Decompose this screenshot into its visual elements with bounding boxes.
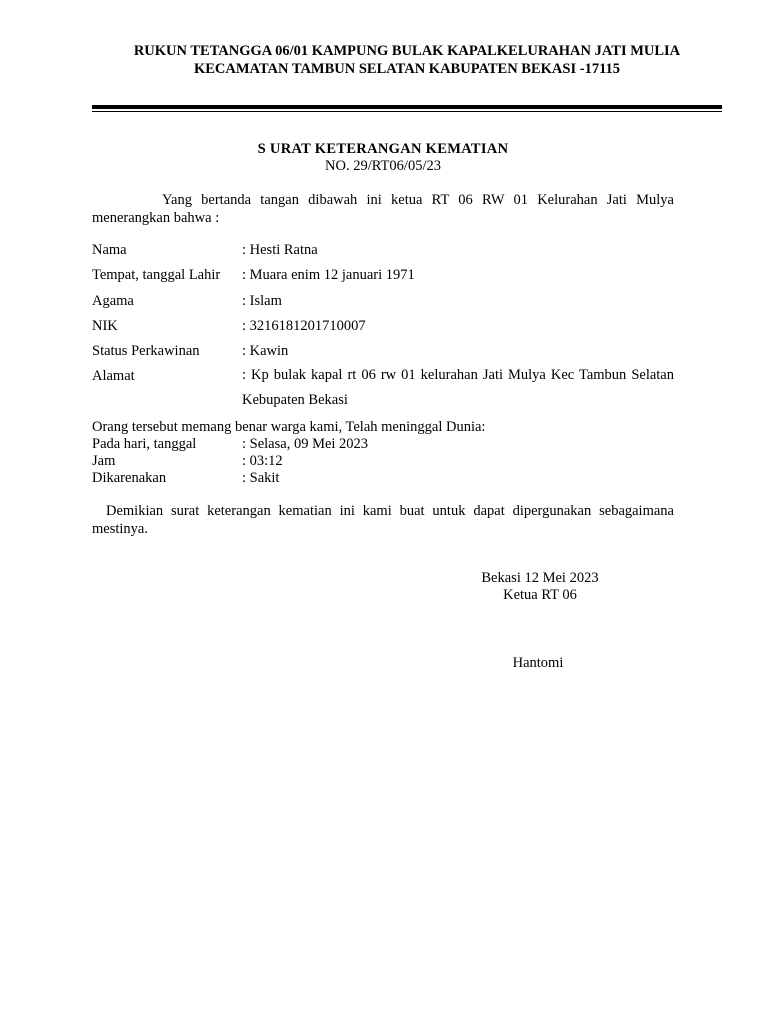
- field-value: : 03:12: [242, 453, 283, 469]
- field-value: : Islam: [242, 293, 282, 309]
- field-label: Pada hari, tanggal: [92, 436, 197, 452]
- field-label: Jam: [92, 453, 116, 469]
- signature-place-date: Bekasi 12 Mei 2023: [481, 570, 599, 586]
- field-label: Dikarenakan: [92, 470, 167, 486]
- field-label: NIK: [92, 318, 118, 334]
- field-label: Agama: [92, 293, 134, 309]
- field-value: : Hesti Ratna: [242, 242, 318, 258]
- letterhead-rule-thick: [92, 105, 722, 109]
- field-label: Status Perkawinan: [92, 343, 200, 359]
- field-value: : Sakit: [242, 470, 280, 486]
- letterhead-line-1: RUKUN TETANGGA 06/01 KAMPUNG BULAK KAPALKELURAHAN JATI MULIA: [133, 43, 681, 59]
- closing-paragraph: Demikian surat keterangan kematian ini kami buat untuk dapat dipergunakan sebagaimana mestinya.: [92, 503, 674, 537]
- field-label: Nama: [92, 242, 127, 258]
- field-label: Tempat, tanggal Lahir: [92, 267, 221, 283]
- signature-name: Hantomi: [512, 655, 564, 671]
- field-value: : Muara enim 12 januari 1971: [242, 267, 415, 283]
- intro-paragraph: Yang bertanda tangan dibawah ini ketua RT 06 RW 01 Kelurahan Jati Mulya menerangkan bahwa :: [92, 192, 674, 226]
- field-value: : 3216181201710007: [242, 318, 366, 334]
- field-value: : Kp bulak kapal rt 06 rw 01 kelurahan Jati Mulya Kec Tambun Selatan Kebupaten Bekasi: [242, 367, 674, 408]
- field-label: Alamat: [92, 368, 135, 384]
- letterhead-rule-thin: [92, 111, 722, 112]
- field-value: : Selasa, 09 Mei 2023: [242, 436, 369, 452]
- field-value: : Kawin: [242, 343, 289, 359]
- letter-number: NO. 29/RT06/05/23: [325, 158, 441, 174]
- letterhead-line-2: KECAMATAN TAMBUN SELATAN KABUPATEN BEKASI -17115: [193, 61, 621, 77]
- signature-position: Ketua RT 06: [503, 587, 577, 603]
- death-statement: Orang tersebut memang benar warga kami, Telah meninggal Dunia:: [92, 419, 486, 435]
- letter-title: S URAT KETERANGAN KEMATIAN: [257, 141, 509, 157]
